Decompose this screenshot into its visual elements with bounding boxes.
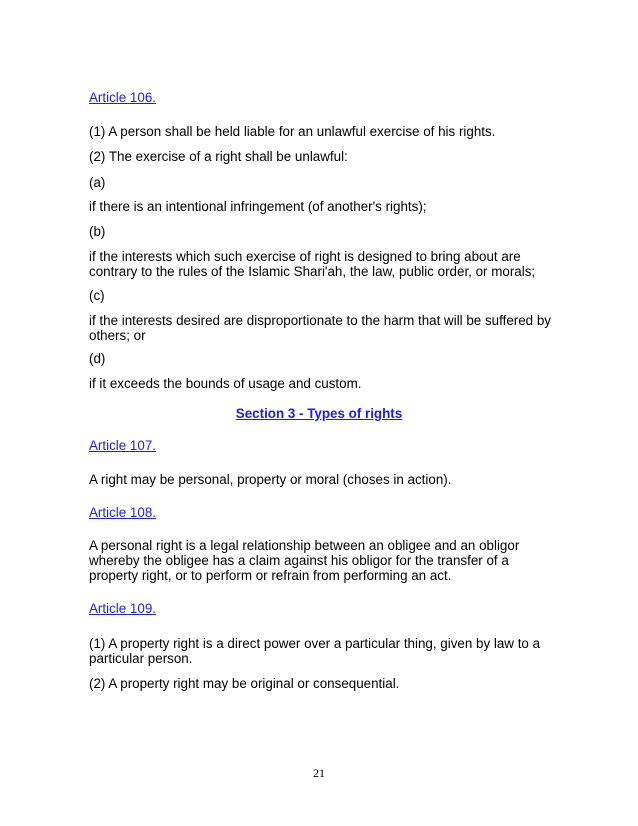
clause-c-label: (c) xyxy=(89,288,105,303)
article-109-paragraph-1-line-1: (1) A property right is a direct power over a particular thing, given by law to a xyxy=(89,636,541,651)
clause-b-text-line-2: contrary to the rules of the Islamic Shari'ah, the law, public order, or morals; xyxy=(89,264,536,279)
article-108-text-line-2: whereby the obligee has a claim against his obligor for the transfer of a xyxy=(89,553,509,568)
article-109-link[interactable]: Article 109. xyxy=(89,601,156,616)
article-106-paragraph-2: (2) The exercise of a right shall be unlawful: xyxy=(89,149,348,164)
article-108-text-line-1: A personal right is a legal relationship between an obligee and an obligor xyxy=(89,538,520,553)
article-109-paragraph-2: (2) A property right may be original or consequential. xyxy=(89,676,400,691)
clause-a-label: (a) xyxy=(89,175,106,190)
clause-b-text-line-1: if the interests which such exercise of right is designed to bring about are xyxy=(89,249,521,264)
clause-a-text: if there is an intentional infringement (of another's rights); xyxy=(89,199,427,214)
section-3-heading-link[interactable]: Section 3 - Types of rights xyxy=(235,406,403,421)
clause-c-text-line-2: others; or xyxy=(89,328,146,343)
clause-d-text: if it exceeds the bounds of usage and custom. xyxy=(89,376,362,391)
article-108-link[interactable]: Article 108. xyxy=(89,505,156,520)
article-107-text: A right may be personal, property or moral (choses in action). xyxy=(89,472,452,487)
page-number: 21 xyxy=(313,766,325,780)
clause-b-label: (b) xyxy=(89,224,106,239)
article-109-paragraph-1-line-2: particular person. xyxy=(89,651,193,666)
article-107-link[interactable]: Article 107. xyxy=(89,438,156,453)
article-106-paragraph-1: (1) A person shall be held liable for an unlawful exercise of his rights. xyxy=(89,124,496,139)
article-106-link[interactable]: Article 106. xyxy=(89,90,156,105)
clause-c-text-line-1: if the interests desired are disproportionate to the harm that will be suffered by xyxy=(89,313,551,328)
clause-d-label: (d) xyxy=(89,351,106,366)
article-108-text-line-3: property right, or to perform or refrain from performing an act. xyxy=(89,568,452,583)
